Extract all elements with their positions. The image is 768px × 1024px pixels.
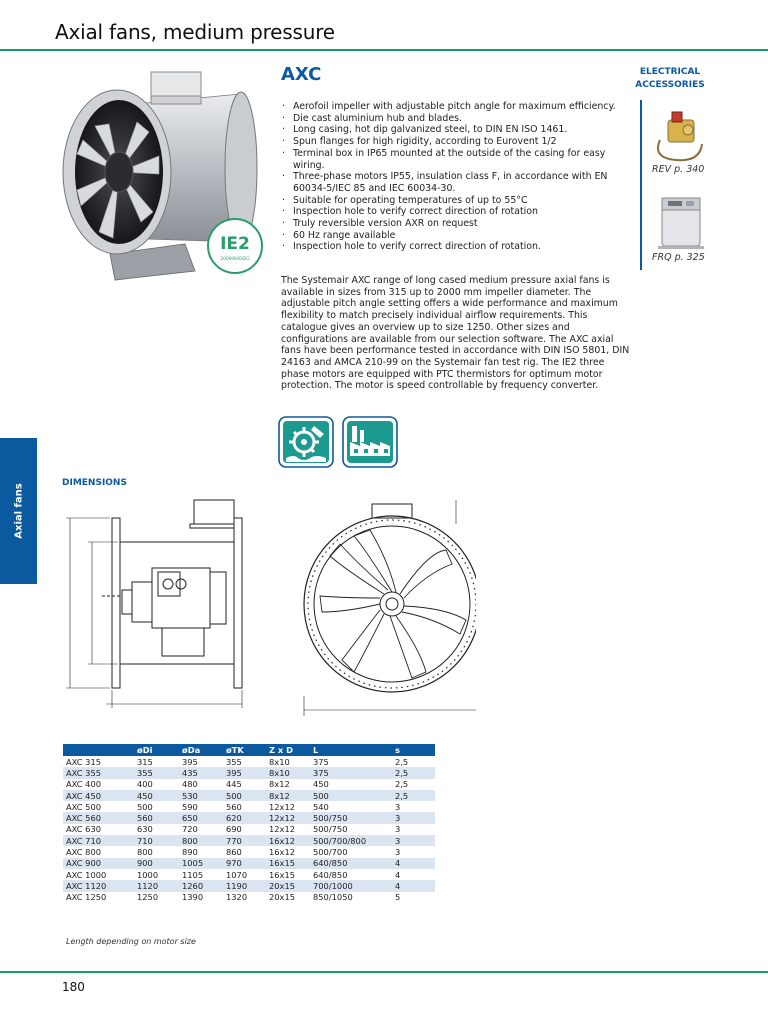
product-photo [55,66,265,288]
rev-switch-icon[interactable] [650,108,710,164]
table-cell: 435 [179,767,223,778]
list-item: · Suitable for operating temperatures of up to 55°C [281,195,631,207]
table-cell: 500 [137,801,153,812]
table-cell: 900 [134,858,179,869]
table-cell: 500/750 [310,812,392,823]
table-cell: 3 [395,824,401,835]
table-cell: 500/700 [313,847,348,858]
column-header: øDi [134,744,179,756]
side-tab-label: Axial fans [13,483,24,539]
table-cell: AXC 1120 [63,880,134,891]
table-cell: AXC 500 [66,801,102,812]
table-cell: 500 [223,790,266,801]
table-cell: 16x15 [266,858,310,869]
table-cell: 500/750 [313,824,348,835]
frq-controller-icon[interactable] [656,196,704,250]
table-cell: 800 [137,847,153,858]
table-row [63,880,435,891]
dimensions-table [63,744,435,903]
column-header: øDa [179,744,223,756]
table-cell: 500 [310,790,392,801]
table-cell: 4 [392,880,435,891]
table-cell: 620 [223,812,266,823]
list-item: · Die cast aluminium hub and blades. [281,113,631,125]
list-item: · Inspection hole to verify correct direction of rotation [281,206,631,218]
table-cell: 720 [182,824,198,835]
table-cell: 20x15 [269,892,296,903]
table-cell: 355 [226,756,242,767]
list-item: · Terminal box in IP65 mounted at the outside of the casing for easy wiring. [281,148,631,171]
adjustable-settings-icon [278,416,334,468]
table-cell: 2,5 [395,779,409,790]
table-cell: 16x12 [266,835,310,846]
table-cell: 375 [313,756,329,767]
table-cell: 1250 [137,892,159,903]
table-row [63,756,435,767]
table-cell: 850/1050 [313,892,353,903]
table-cell: 1070 [226,869,248,880]
table-cell: 1000 [137,869,159,880]
table-cell: 375 [310,767,392,778]
list-item: · Three-phase motors IP55, insulation class F, in accordance with EN 60034-5/IEC 85 and IEC 60034-30. [281,171,631,194]
table-cell: 710 [134,835,179,846]
section-side-tab[interactable] [0,438,37,584]
table-cell: 1260 [179,880,223,891]
header-divider [0,49,768,51]
ie2-badge-sub: 2009/640/EG [220,257,250,262]
dimensions-heading: DIMENSIONS [62,478,127,488]
list-item: · Spun flanges for high rigidity, according to Eurovent 1/2 [281,136,631,148]
column-header: øTK [223,744,266,756]
accessory-caption-rev: REV p. 340 [652,164,705,175]
table-cell: 3 [392,835,435,846]
table-cell: 355 [134,767,179,778]
accessories-heading: ELECTRICAL ACCESSORIES [635,67,705,90]
page-title: Axial fans, medium pressure [55,20,335,44]
table-cell: 2,5 [395,756,409,767]
table-cell: 4 [392,858,435,869]
table-cell: AXC 630 [66,824,102,835]
table-cell: 3 [392,812,435,823]
table-cell: 2,5 [392,767,435,778]
table-cell: 1105 [182,869,204,880]
table-cell: 16x15 [269,869,296,880]
table-row [63,812,435,823]
accessory-caption-frq: FRQ p. 325 [652,252,705,263]
table-row [63,869,435,880]
table-cell: 770 [223,835,266,846]
table-row [63,767,435,778]
table-cell: 630 [137,824,153,835]
table-cell: AXC 450 [63,790,134,801]
table-cell: 315 [137,756,153,767]
table-cell: 450 [134,790,179,801]
table-cell: AXC 560 [63,812,134,823]
table-cell: 395 [223,767,266,778]
accessories-divider [640,100,642,270]
table-cell: 5 [395,892,401,903]
table-cell: 500/700/800 [310,835,392,846]
table-cell: 560 [134,812,179,823]
table-cell: 4 [395,869,401,880]
table-cell: 12x12 [269,801,296,812]
table-cell: 8x10 [266,767,310,778]
table-cell: 1120 [134,880,179,891]
table-cell: 640/850 [310,858,392,869]
table-cell: 8x12 [266,790,310,801]
table-cell: AXC 400 [66,779,102,790]
table-cell: 1320 [226,892,248,903]
table-cell: 1390 [182,892,204,903]
table-cell: 890 [182,847,198,858]
feature-list [281,101,631,253]
table-cell: 20x15 [266,880,310,891]
list-item: · Long casing, hot dip galvanized steel, to DIN EN ISO 1461. [281,124,631,136]
footer-divider [0,971,768,973]
table-cell: AXC 800 [66,847,102,858]
table-cell: AXC 900 [63,858,134,869]
table-cell: 16x12 [269,847,296,858]
table-row [63,790,435,801]
column-header: Z x D [266,744,310,756]
table-cell: 700/1000 [310,880,392,891]
page-number: 180 [62,980,85,994]
table-cell: 8x10 [269,756,290,767]
table-cell: 450 [313,779,329,790]
table-cell: 445 [226,779,242,790]
table-cell: 540 [313,801,329,812]
table-header-row [63,744,435,756]
table-cell: 800 [179,835,223,846]
table-cell: 395 [182,756,198,767]
table-row [63,801,435,812]
table-cell: 2,5 [392,790,435,801]
front-view-drawing [296,500,476,724]
list-item: · Truly reversible version AXR on request [281,218,631,230]
table-cell: AXC 710 [63,835,134,846]
table-cell: 12x12 [269,824,296,835]
table-cell: 560 [226,801,242,812]
ie2-badge: IE2 [220,234,250,254]
table-cell: 1005 [179,858,223,869]
table-cell: 860 [226,847,242,858]
table-row [63,779,435,790]
product-name: AXC [281,64,322,85]
table-cell: 12x12 [266,812,310,823]
industrial-application-icon [342,416,398,468]
table-cell: 8x12 [269,779,290,790]
table-cell: 530 [179,790,223,801]
table-cell: 1190 [223,880,266,891]
list-item: · 60 Hz range available [281,230,631,242]
table-cell: AXC 1000 [66,869,107,880]
side-view-drawing [62,496,272,720]
table-cell: 480 [182,779,198,790]
table-cell: 400 [137,779,153,790]
table-cell: AXC 355 [63,767,134,778]
table-cell: 3 [395,847,401,858]
table-cell: 690 [226,824,242,835]
table-row [63,846,435,857]
list-item: · Aerofoil impeller with adjustable pitch angle for maximum efficiency. [281,101,631,113]
column-header: L [310,744,392,756]
table-cell: 970 [223,858,266,869]
table-row [63,824,435,835]
table-row [63,835,435,846]
column-header [63,744,134,756]
list-item: · Inspection hole to verify correct direction of rotation. [281,241,631,253]
table-row [63,892,435,903]
column-header: s [392,744,435,756]
table-cell: 590 [182,801,198,812]
table-cell: AXC 315 [66,756,102,767]
table-row [63,858,435,869]
table-cell: AXC 1250 [66,892,107,903]
table-cell: 640/850 [313,869,348,880]
table-cell: 650 [179,812,223,823]
table-cell: 3 [395,801,401,812]
product-description: The Systemair AXC range of long cased medium pressure axial fans is available in sizes from 315 up to 2000 mm impeller diameter. The adjustable pitch angle setting offers a wide performance and maximum flexibility to match precisely individual airflow requirements. This catalogue gives an overview up to size 1250. Other sizes and configurations are available from our selection software. The AXC axial fans have been performance tested in accordance with DIN ISO 5801, DIN 24163 and AMCA 210-99 on the Systemair fan test rig. The IE2 three phase motors are equipped with PTC thermistors for optimum motor protection. The motor is speed controllable by frequency converter. [281,275,630,392]
table-footnote: Length depending on motor size [66,937,196,946]
